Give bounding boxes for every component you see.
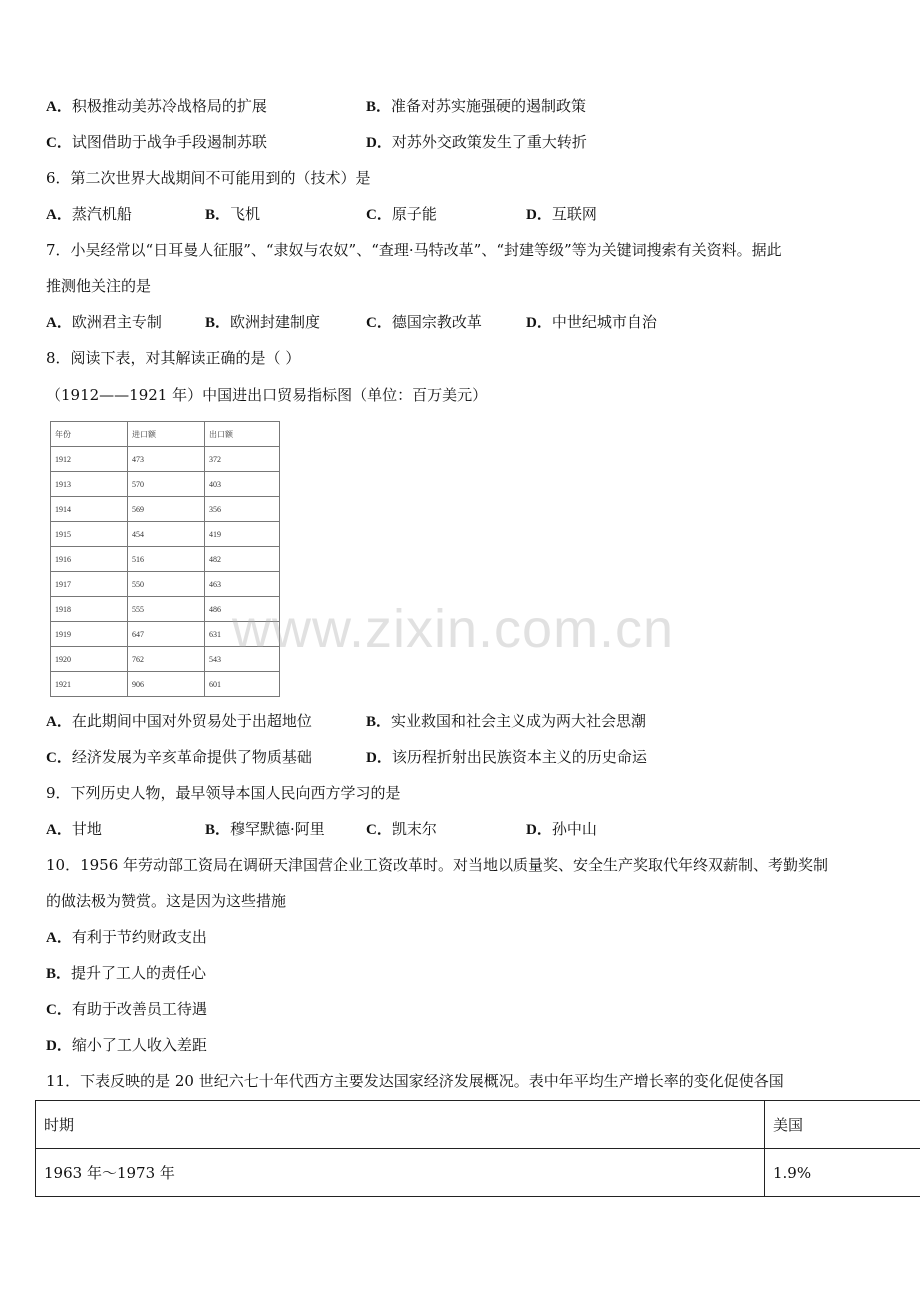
q9-option-b: B．穆罕默德·阿里 — [205, 820, 325, 838]
table-cell: 1.9% — [765, 1149, 920, 1197]
q8-option-a: A．在此期间中国对外贸易处于出超地位 — [46, 712, 312, 730]
table-cell: 555 — [128, 597, 205, 622]
q10-option-b: B．提升了工人的责任心 — [46, 964, 207, 982]
table-row — [51, 472, 280, 497]
table-header-year: 年份 — [51, 422, 128, 447]
q10-option-a: A．有利于节约财政支出 — [46, 928, 207, 946]
q9-stem: 9．下列历史人物，最早领导本国人民向西方学习的是 — [46, 784, 401, 802]
table-cell: 569 — [128, 497, 205, 522]
table-cell: 1913 — [51, 472, 128, 497]
table-cell: 473 — [128, 447, 205, 472]
q10-option-c: C．有助于改善员工待遇 — [46, 1000, 207, 1018]
growth-rate-table — [35, 1100, 920, 1197]
table-cell: 516 — [128, 547, 205, 572]
table-header-import: 进口额 — [128, 422, 205, 447]
q8-option-c: C．经济发展为辛亥革命提供了物质基础 — [46, 748, 312, 766]
table-header-row — [51, 422, 280, 447]
table-header-usa: 美国 — [765, 1101, 920, 1149]
q9-option-d: D．孙中山 — [526, 820, 597, 838]
table-row — [51, 497, 280, 522]
q8-option-b: B．实业救国和社会主义成为两大社会思潮 — [366, 712, 647, 730]
q8-stem: 8．阅读下表，对其解读正确的是（ ） — [46, 349, 301, 367]
table-cell: 454 — [128, 522, 205, 547]
table-cell: 647 — [128, 622, 205, 647]
table-row — [51, 447, 280, 472]
q6-option-c: C．原子能 — [366, 205, 437, 223]
table-cell: 372 — [205, 447, 280, 472]
table-cell: 1912 — [51, 447, 128, 472]
q10-stem-line1: 10．1956 年劳动部工资局在调研天津国营企业工资改革时。对当地以质量奖、安全生产奖取代年终双薪制、考勤奖制 — [46, 856, 829, 874]
table-row — [51, 672, 280, 697]
table-cell: 1914 — [51, 497, 128, 522]
table-cell: 1921 — [51, 672, 128, 697]
table-cell: 550 — [128, 572, 205, 597]
table-cell: 1918 — [51, 597, 128, 622]
table-row — [51, 547, 280, 572]
q7-stem-line2: 推测他关注的是 — [46, 277, 152, 295]
table-cell: 403 — [205, 472, 280, 497]
q10-stem-line2: 的做法极为赞赏。这是因为这些措施 — [46, 892, 287, 910]
q8-option-d: D．该历程折射出民族资本主义的历史命运 — [366, 748, 647, 766]
table-cell: 1963 年～1973 年 — [36, 1149, 765, 1197]
table-cell: 486 — [205, 597, 280, 622]
q9-option-c: C．凯末尔 — [366, 820, 437, 838]
q7-option-c: C．德国宗教改革 — [366, 313, 482, 331]
table-cell: 356 — [205, 497, 280, 522]
q6-option-a: A．蒸汽机船 — [46, 205, 132, 223]
q5-option-a: A．积极推动美苏冷战格局的扩展 — [46, 97, 267, 115]
table-cell: 482 — [205, 547, 280, 572]
table-header-row — [36, 1101, 920, 1149]
table-cell: 631 — [205, 622, 280, 647]
table-cell: 601 — [205, 672, 280, 697]
table-cell: 1915 — [51, 522, 128, 547]
q5-option-d: D．对苏外交政策发生了重大转折 — [366, 133, 587, 151]
q7-stem-line1: 7．小吴经常以“日耳曼人征服”、“隶奴与农奴”、“查理·马特改革”、“封建等级”等为关键词搜索有关资料。据此 — [46, 241, 782, 259]
q7-option-b: B．欧洲封建制度 — [205, 313, 321, 331]
q11-stem: 11．下表反映的是 20 世纪六七十年代西方主要发达国家经济发展概况。表中年平均生产增长率的变化促使各国 — [46, 1072, 784, 1090]
table-header-export: 出口额 — [205, 422, 280, 447]
q6-stem: 6．第二次世界大战期间不可能用到的（技术）是 — [46, 169, 371, 187]
table-cell: 1917 — [51, 572, 128, 597]
q7-option-a: A．欧洲君主专制 — [46, 313, 162, 331]
table-row — [36, 1149, 920, 1197]
table-row — [51, 572, 280, 597]
q7-option-d: D．中世纪城市自治 — [526, 313, 657, 331]
table-cell: 543 — [205, 647, 280, 672]
table-cell: 762 — [128, 647, 205, 672]
q9-option-a: A．甘地 — [46, 820, 102, 838]
q5-option-c: C．试图借助于战争手段遏制苏联 — [46, 133, 267, 151]
q10-option-d: D．缩小了工人收入差距 — [46, 1036, 207, 1054]
q8-table-caption: （1912——1921 年）中国进出口贸易指标图（单位：百万美元） — [46, 386, 488, 404]
watermark: www.zixin.com.cn — [232, 599, 675, 659]
table-row — [51, 522, 280, 547]
q5-option-b: B．准备对苏实施强硬的遏制政策 — [366, 97, 587, 115]
table-cell: 463 — [205, 572, 280, 597]
table-cell: 1920 — [51, 647, 128, 672]
table-cell: 1916 — [51, 547, 128, 572]
q6-option-d: D．互联网 — [526, 205, 597, 223]
q6-option-b: B．飞机 — [205, 205, 261, 223]
table-cell: 419 — [205, 522, 280, 547]
table-cell: 570 — [128, 472, 205, 497]
table-cell: 906 — [128, 672, 205, 697]
table-header-period: 时期 — [36, 1101, 765, 1149]
table-cell: 1919 — [51, 622, 128, 647]
